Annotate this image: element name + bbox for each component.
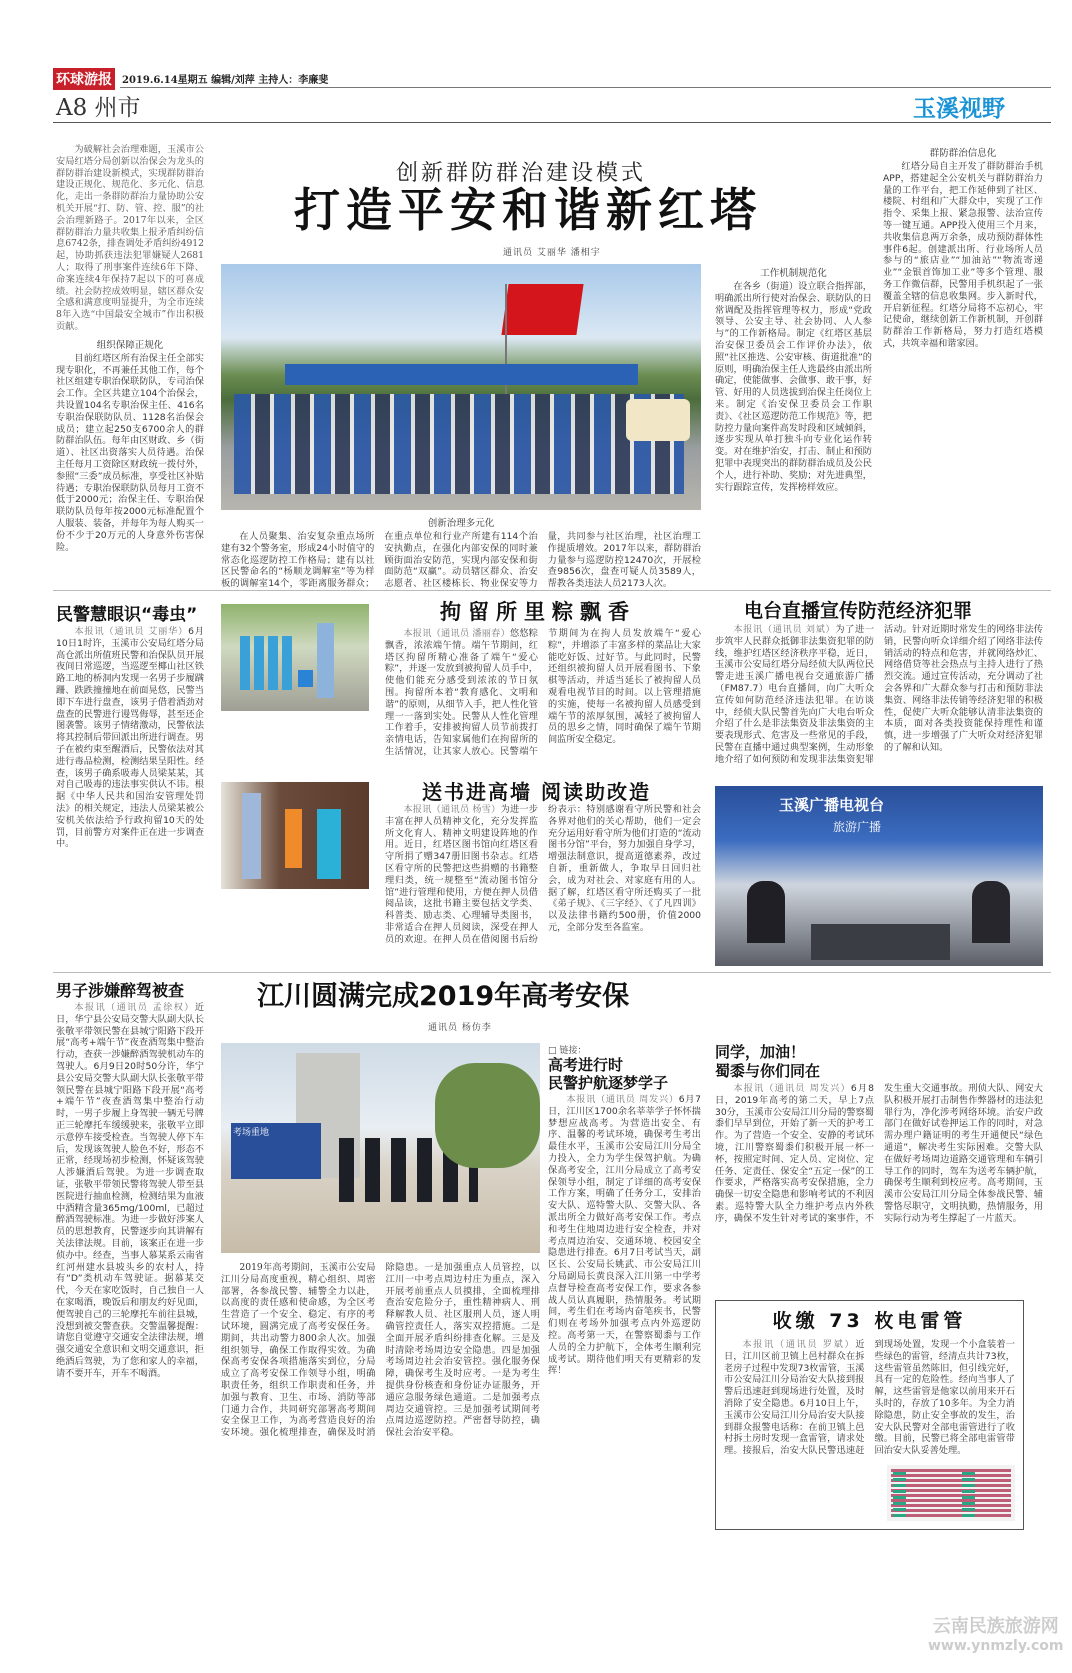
section-heading: 群防群治信息化 <box>929 148 997 159</box>
radio-studio-photo: 玉溪广播电视台 旅游广播 <box>715 786 1043 966</box>
exam-link-body: 本报讯（通讯员 周发兴）6月7日，江川区1700余名莘莘学子怀怀揣梦想应战高考。为营造出安全、有序、温馨的考试环境，确保考生考出最佳水平，玉溪市公安局江川分局全力投入，全力为学生保驾护航。为确保高考安全，江川分局成立了高考安保领导小组，制定了详细的高考安保工作方案，明确了任务分工，安排治安大队、巡特警大队、交警大队、各派出所全力做好高考安保工作。考点和考生住地周边进行安全检查，并对考点周边治安、交通环境、校园安全隐患进行排查。6月7日考试当天，副区长、公安局长姚武、市公安局江川分局副局长黄良深入江川第一中学考点督导检查高考安保工作，要求各参战人员认真履职，热情服务。考试期间，考生们在考场内奋笔疾书，民警们则在考场外加强考点内外巡逻防控。高考第一天，在警察蜀黍与工作人员的全力护航下，全体考生顺利完成考试。期待他们明天有更精彩的发挥！ <box>548 1094 701 1377</box>
cheer-body: 本报讯（通讯员 周发兴）6月8日，2019年高考的第二天，早上7点30分，玉溪市公安局江川分局的警察蜀黍们早早到位，开始了新一天的护考工作。为了营造一个安全、安静的考试环境，江川警察蜀黍们积极开展一杯一杯，按照定时间、定人员、定岗位、定任务、定责任、保安全“五定一保”的工作要求，严格落实高考安保措施，全力确保一切安全隐患和影响考试的不利因素。巡特警大队全力维护考点内外秩序，确保不发生针对考试的案事件，不发生重大交通事故。刑侦大队、网安大队积极开展打击制售作弊器材的违法犯罪行为，净化涉考网络环境。治安户政部门在做好试卷押运工作的同时，对急需办理户籍证明的考生开通便民“绿色通道”，解决考生实际困难。交警大队在做好考场周边道路交通管理和车辆引导工作的同时，驾车为送考车辆护航，确保考生顺利到校应考。高考期间，玉溪市公安局江川分局全体参战民警、辅警恪尽职守，文明执勤，热情服务，用实际行动为考生撑起了一片蓝天。 <box>715 1083 1043 1224</box>
lead-left-column <box>56 144 204 553</box>
divider-2 <box>53 972 1051 973</box>
date-line: 2019.6.14星期五 编辑/刘萍 主持人：李廉斐 <box>122 75 329 86</box>
divider-1 <box>53 590 1051 591</box>
exam-byline: 通讯员 杨仿李 <box>428 1023 492 1033</box>
radio-title: 电台直播宣传防范经济犯罪 <box>744 600 973 622</box>
detonator-box <box>715 1300 1024 1530</box>
exam-link-column <box>548 1043 701 1377</box>
lead-title: 打造平安和谐新红塔 <box>294 183 762 237</box>
exam-link-label: □ 链接： <box>548 1046 587 1056</box>
checkbox-square-icon: □ <box>548 1046 560 1056</box>
detonator-title: 收缴 73 枚电雷管 <box>772 1310 967 1332</box>
radio-body: 本报讯（通讯员 刘斌）为了进一步筑牢人民群众抵御非法集资犯罪的防线，维护红塔区经济秩序平稳，近日，玉溪市公安局红塔分局经侦大队两位民警走进玉溪广播电视台交通旅游广播（FM87.7）电台直播间，向广大听众宣传如何防范经济违法犯罪。在访谈中，经侦大队民警首先向广大电台听众介绍了什么是非法集资及非法集资的主要表现形式、危害及一些常见的手段，民警在直播中通过典型案例，生动形象地介绍了如何预防和发现非法集资犯罪活动。针对近期时常发生的网络非法传销，民警向听众详细介绍了网络非法传销活动的特点和危害，并就网络炒汇、网络借贷等社会热点与主持人进行了热烈交流。通过宣传活动，充分调动了社会各界和广大群众参与打击和预防非法集资、网络非法传销等经济犯罪的积极性，促使广大听众能够认清非法集资的本质，面对各类投资能保持理性和谨慎，进一步增强了广大听众对经济犯罪的了解和认知。 <box>715 624 1043 765</box>
drug-title: 民警慧眼识“毒虫” <box>56 605 198 625</box>
exam-title: 江川圆满完成2019年高考安保 <box>257 981 630 1012</box>
header-rule-bottom <box>53 122 1051 123</box>
lead-intro: 为破解社会治理难题，玉溪市公安局红塔分局创新以治保会为龙头的群防群治建设新模式，实现群防群治建设正规化、规范化、多元化、信息化，走出一条群防群治力量协助公安机关开展“打、防、管、控、服”的社会治理新路子。2017年以来，全区群防群治力量共收集上报矛盾纠纷信息6742条，排查调处矛盾纠纷4912起，协助抓获违法犯罪嫌疑人2681人；取得了刑事案件连续6年下降、命案连续4年保持7起以下的可喜成绩。社会防控成效明显，辖区群众安全感和满意度明显提升，为全市连续8年入选“中国最安全城市”作出积极贡献。 <box>56 144 204 332</box>
detonator-photo <box>887 1465 1015 1521</box>
section-heading: 创新治理多元化 <box>427 518 495 529</box>
books-body: 本报讯（通讯员 杨雪）为进一步丰富在押人员精神文化，充分发挥监所文化育人、精神文明建设阵地的作用。近日，红塔区图书馆向红塔区看守所捐了赠347册旧图书杂志。红塔区看守所的民警把这些捐赠的书籍整理归类，统一规整至“流动图书馆分馆”进行管理和使用，方便在押人员借阅品读，这批书籍主要包括文学类、科普类、励志类、心理辅导类图书，非常适合在押人员阅读，深受在押人员的欢迎。在押人员在借阅图书后纷纷表示：特别感谢看守所民警和社会各界对他们的关心帮助，他们一定会充分运用好看守所为他们打造的“流动图书分馆”平台，努力加强自身学习，增强法制意识，提高道德素养，改过自新，重新做人，争取早日回归社会，成为对社会、对家庭有用的人。据了解，红塔区看守所还购买了一批《弟子规》、《三字经》、《了凡四训》以及法律书籍约500册，价值2000元，全部分发至各监室。 <box>385 804 701 945</box>
drunk-title: 男子涉嫌醉驾被查 <box>56 981 185 1000</box>
cheer-block <box>715 1043 1043 1225</box>
lead-section-3: 创新治理多元化 在人员聚集、治安复杂重点场所建有32个警务室，形成24小时值守的常态化巡逻防控工作格局；建有以社区民警命名的“杨顺龙调解室”等为样板的调解室14个，零距离服务群众；在重点单位和行业产所建有114个治安执勤点，在强化内部安保的同时兼顾街面治安防范，实现内部安保和街面防范“双赢”。动员辖区群众、治安志愿者、社区楼栋长、物业保安等力量，共同参与社区治理，社区治理工作提质增效。2017年以来，群防群治力量参与巡逻防控12470次，开展检查9856次，盘查可疑人员3589人，帮教各类违法人员2173人次。 <box>221 518 701 590</box>
zongzi-title: 拘留所里粽飘香 <box>440 600 636 624</box>
exam-body: 2019年高考期间，玉溪市公安局江川分局高度重视，精心组织、周密部署，各参战民警、辅警全力以赴，以高度的责任感和使命感，为全区考生营造了一个安全、稳定、有序的考试环境，圆满完成了高考安保任务。期间，共出动警力800余人次。加强组织领导，确保工作取得实效。为确保高考安保各项措施落实到位，分局成立了高考安保工作领导小组，明确职责任务，组织工作职责和任务，并加强与教育、卫生、市场、消防等部门通力合作，共同研究部署高考期间安全保卫工作，为高考营造良好的治安环境。强化梳理排查，确保及时消除隐患。一是加强重点人员管控，以江川一中考点周边村庄为重点，深入开展考前重点人员摸排，全面梳理排查治安危险分子，重性精神病人、刑释解教人员、社区服刑人员，逐人明确管控责任人，落实双控措施。二是全面开展矛盾纠纷排查化解。三是及时清除考场周边安全隐患。四是加强考场周边社会治安管控。强化服务保障，确保考生及时应考。一是为考生提供身份核查和身份证办证服务，开通应急服务绿色通道。二是加强考点周边交通管控。三是加强考试期间考点周边巡逻防控。严密督导防控，确保社会治安平稳。 <box>221 1262 540 1439</box>
section-title: 玉溪视野 <box>913 96 1005 122</box>
lead-subtitle: 创新群防群治建设模式 <box>396 161 647 186</box>
exam-link-title-2: 民警护航逐梦学子 <box>548 1074 669 1092</box>
lead-section-1: 组织保障正规化 目前红塔区所有治保主任全部实现专职化，不再兼任其他工作，每个社区组建专职治保联防队，专司治保会工作。全区共建立104个治保会，共设置104名专职治保主任、416名专职治保联防队员、1128名治保会成员；建立起250支6700余人的群防群治队伍。每年由区财政、乡（街道）、社区出资落实人员待遇。治保主任每月工资除区财政统一拨付外，参照“三委”成员标准，享受社区补贴待遇；专职治保联防队员每月工资不低于2000元；治保主任、专职治保联防队员每年按2000元标准配置个人服装、装备，并每年为每人购买一份不少于20万元的人身意外伤害保险。 <box>56 339 204 553</box>
lead-section-2: 工作机制规范化 在各乡（街道）设立联合指挥部，明确派出所行使对治保会、联防队的日常调配及指挥管理等权力，形成“党政领导、公安主导、社会协同、人人参与”的工作新格局。制定《红塔区基层治安保卫委员会工作评价办法》，依照“社区推选、公安审核、街道批准”的原则，明确治保主任人选最终由派出所确定，使能做事、会做事、敢干事，好管、好用的人员选拔到治保主任岗位上来。制定《治安保卫委员会工作职责》、《社区巡逻防范工作规范》等，把防控力量向案件高发时段和区域倾斜，逐步实现从单打独斗向专业化运作转变。对在维护治安，打击、制止和预防犯罪中表现突出的群防群治成员及公民个人，进行补助、奖励；对先进典型，实行跟踪宣传，发挥榜样效应。 <box>715 268 872 493</box>
detonator-body: 本报讯（通讯员 罗斌）近日，江川区前卫镇上邑村群众在拆老房子过程中发现73枚雷管，玉溪市公安局江川分局治安大队接到报警后迅速赶到现场进行处置，及时消除了安全隐患。6月10日上午，玉溪市公安局江川分局治安大队接到群众报警电话称：在前卫镇上邑村拆土房时发现一盒雷管，请求处理。接报后，治安大队民警迅速赶到现场处置，发现一个小盒装着一些绿色的雷管，经清点共计73枚，这些雷管虽然陈旧，但引线完好，具有一定的危险性。经向当事人了解，这些雷管是他家以前用来开石头时的，存放了10多年。为全力消除隐患，防止安全事故的发生，治安大队民警对全部电雷管进行了收缴。目前，民警已将全部电雷管带回治安大队妥善处理。 <box>724 1339 1015 1457</box>
lead-section-4: 群防群治信息化 红塔分局自主开发了群防群治手机APP，搭建起全公安机关与群防群治力量的工作平台，把工作延伸到了社区、楼院、村组和广大群众中，实现了工作指令、采集上报、紧急报警、法治宣传等一键互通。APP投入使用三个月来，共收集信息两万余条，成功预防群体性事件6起。创建派出所、行业场所人员参与的“旅店业”“加油站”“物流寄递业”“金银首饰加工业”等多个管理、服务工作微信群，民警用手机织起了一张覆盖全辖的信息收集网。步入新时代，开启新征程。红塔分局将不忘初心，牢记使命，继续创新工作新机制，开创群防群治工作新格局，努力打造红塔模式，共筑幸福和谐家园。 <box>883 148 1043 349</box>
watermark: 云南民族旅游网 www.ynmzly.com <box>928 1616 1064 1654</box>
exam-link-title-1: 高考进行时 <box>548 1056 624 1074</box>
masthead-logo: 环球游报 <box>53 68 115 90</box>
drug-body: 本报讯（通讯员 艾丽华）6月10日1时许，玉溪市公安局红塔分局高仓派出所值班民警和治保队员开展夜间日常巡逻，当巡逻至椰山社区铁路工地的桥洞内发现一名男子步履蹒跚、跌跌撞撞地在前面晃悠，民警当即下车进行盘查，该男子借着酒劲对盘查的民警进行谩骂侮辱，甚至还企图袭警。该男子情绪激动，民警依法将其控制后带回派出所进行调查。男子在被约束至醒酒后，民警依法对其进行毒品检测，检测结果呈阳性。经查，该男子确系吸毒人员梁某某，其对自己吸毒的违法事实供认不讳。根据《中华人民共和国治安管理处罚法》的相关规定，违法人员梁某被公安机关依法给予行政拘留10天的处罚，目前警方对案件正在进一步调查中。 <box>56 626 204 850</box>
section-heading: 工作机制规范化 <box>760 268 827 279</box>
books-title: 送书进高墙 阅读助改造 <box>422 780 651 804</box>
books-photo <box>221 782 369 889</box>
exam-police-photo: 考场重地 <box>221 1043 540 1253</box>
cheer-title-1: 同学，加油！ <box>715 1043 806 1061</box>
lead-photo-police-group <box>221 264 701 510</box>
header-rule-top <box>120 87 1051 88</box>
cheer-title-2: 蜀黍与你们同在 <box>715 1062 821 1080</box>
section-heading: 组织保障正规化 <box>96 339 164 351</box>
zongzi-photo <box>221 604 369 711</box>
page-label: A8 州市 <box>56 95 141 121</box>
zongzi-body: 本报讯（通讯员 潘丽春）悠悠粽飘香，浓浓端午情。端午节期间，红塔区拘留所精心准备了端午“爱心粽”，并逐一发放到被拘留人员手中，使他们能充分感受到浓浓的节日氛围。拘留所本着“教育感化、文明和谐”的原则，从细节入手，把人性化管理一一落到实处。民警从人性化管理工作着手，安排被拘留人员节前拨打亲情电话，告知家属他们在拘留所的生活情况，让其家人放心。民警端午节期间为在拘人员发放端午“爱心粽”，并增添了丰富多样的菜品让大家能吃好饭、过好节。与此同时，民警还组织被拘留人员开展看图书、下象棋等活动，并适当延长了被拘留人员观看电视节目的时间。以上管理措施的实施，使每一名被拘留人员感受到端午节的浓厚氛围，减轻了被拘留人员的思乡之情，同时确保了端午节期间监所安全稳定。 <box>385 628 701 757</box>
lead-byline: 通讯员 艾丽华 潘相宇 <box>503 248 601 258</box>
drunk-body: 本报讯（通讯员 孟徐权）近日，华宁县公安局交警大队副大队长张敬平带领民警在县城宁阳路下段开展“高考+端午节”夜查酒驾集中整治行动，查获一涉嫌醉酒驾驶机动车的驾驶人。6月9日20时50分许，华宁县公安局交警大队副大队长张敬平带领民警在县城宁阳路下段开展“高考+端午节”夜查酒驾集中整治行动时，一男子步履上身驾驶一辆无号牌正三轮摩托车缓缓驶来，张敬平立即示意停车接受检查。当驾驶人停下车后，发现该驾驶人脸色不好，形态不正常，经现场初步检测，怀疑该驾驶人涉嫌酒后驾驶。为进一步调查取证，张敬平带领民警将驾驶人带至县医院进行抽血检测，检测结果为血液中酒精含量365mg/100ml，已超过醉酒驾驶标准。为进一步做好涉案人员的思想教育，民警逐步向其讲解有关法律法规。目前，该案正在进一步侦办中。经查，当事人慕某系云南省红河州建水县坡头乡的农村人，持有“D”类机动车驾驶证。据慕某交代，今天在家吃饭时，自己独自一人在家喝酒，晚饭后和朋友约好见面，便驾驶自己的三轮摩托车前往县城，没想到被交警查获。交警温馨提醒：请您自觉遵守交通安全法律法规，增强交通安全意识和文明交通意识，拒绝酒后驾驶，为了您和家人的幸福，请不要开车，开车不喝酒。 <box>56 1002 204 1379</box>
